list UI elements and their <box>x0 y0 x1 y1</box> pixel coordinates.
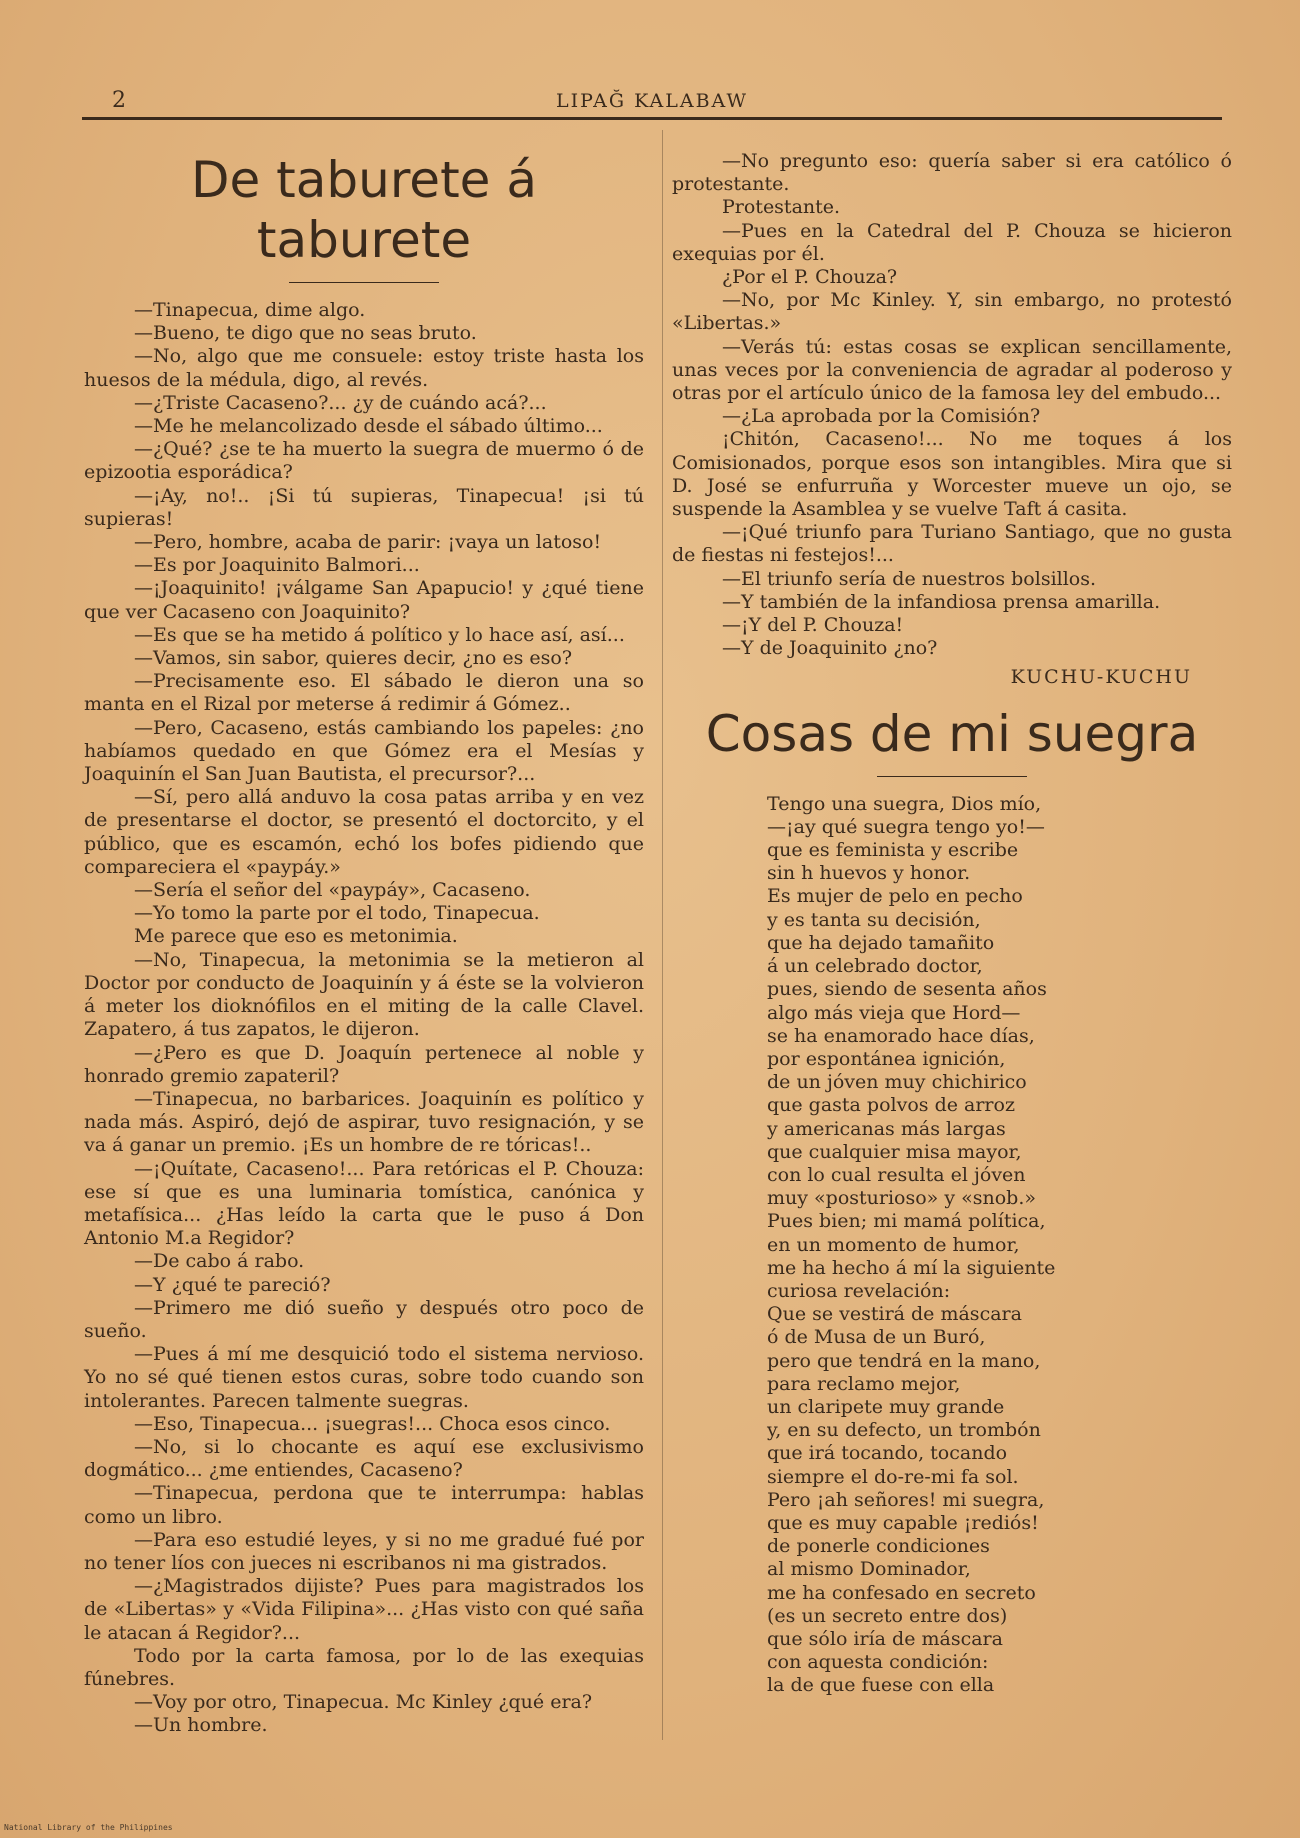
poem-line: muy «posturioso» y «snob.» <box>767 1187 1036 1210</box>
paragraph: —Yo tomo la parte por el todo, Tinapecua. <box>134 902 540 925</box>
page-header <box>82 88 1222 118</box>
poem-line: que es muy capable ¡rediós! <box>767 1511 1039 1534</box>
library-footer: National Library of the Philippines <box>4 1823 173 1832</box>
poem-line: que sólo iría de máscara <box>767 1627 1003 1650</box>
paragraph: —No pregunto eso: quería saber si era católico ó protestante. <box>672 150 1232 196</box>
poem-line: con lo cual resulta el jóven <box>767 1163 1026 1186</box>
poem-line: y es tanta su decisión, <box>767 908 981 931</box>
paragraph: ¿Por el P. Chouza? <box>722 266 898 289</box>
column-separator <box>662 130 663 1740</box>
poem-line: Es mujer de pelo en pecho <box>767 885 1023 908</box>
paragraph: —Sí, pero allá anduvo la cosa patas arriba y en vez de presentarse el doctor, se presentó el doctorcito, y el público, que es escamón, echó los bofes pidiendo que compareciera el «paypáy.» <box>84 786 644 878</box>
paragraph: —¡Quítate, Cacaseno!... Para retóricas el P. Chouza: ese sí que es una luminaria tomística, canónica y metafísica... ¿Has leído la carta que le puso á Don Antonio M.a Regidor? <box>84 1157 644 1250</box>
poem-line: —¡ay qué suegra tengo yo!— <box>767 815 1045 838</box>
paragraph: —Me he melancolizado desde el sábado último... <box>134 415 603 438</box>
poem-line: Pues bien; mi mamá política, <box>767 1210 1046 1233</box>
header-rule <box>82 117 1222 120</box>
paragraph: —Tinapecua, no barbarices. Joaquinín es político y nada más. Aspiró, dejó de aspirar, tuvo resignación, y se va á ganar un premio. ¡Es un hombre de re tóricas!.. <box>84 1087 644 1157</box>
paragraph: —Pues á mí me desquició todo el sistema nervioso. Yo no sé qué tienen estos curas, sobre todo cuando son intolerantes. Parecen talmente suegras. <box>84 1343 644 1412</box>
paragraph: —El triunfo sería de nuestros bolsillos. <box>722 567 1097 590</box>
poem-line: ó de Musa de un Buró, <box>767 1326 986 1349</box>
paragraph: —Un hombre. <box>134 1714 268 1737</box>
poem-line: la de que fuese con ella <box>767 1674 995 1697</box>
poem-line: al mismo Dominador, <box>767 1558 971 1581</box>
poem-line: Que se vestirá de máscara <box>767 1303 1022 1326</box>
paragraph: —¡Y del P. Chouza! <box>722 614 904 637</box>
paragraph: —Pero, Cacaseno, estás cambiando los papeles: ¿no habíamos quedado en que Gómez era el Mesías y Joaquinín el San Juan Bautista, el precursor?... <box>84 716 644 786</box>
article-title-taburete: De taburete á taburete <box>191 151 537 269</box>
poem <box>672 793 1232 1698</box>
paragraph: —¿Qué? ¿se te ha muerto la suegra de muermo ó de epizootia esporádica? <box>84 438 644 484</box>
poem-line: sin h huevos y honor. <box>767 862 971 885</box>
paragraph: —Y también de la infandiosa prensa amarilla. <box>722 590 1161 613</box>
poem-line: que gasta polvos de arroz <box>767 1094 1015 1117</box>
paragraph: Todo por la carta famosa, por lo de las exequias fúnebres. <box>84 1644 644 1690</box>
paragraph: —Y de Joaquinito ¿no? <box>722 637 938 660</box>
poem-line: que es feminista y escribe <box>767 839 1019 862</box>
paragraph: —¡Qué triunfo para Turiano Santiago, que no gusta de fiestas ni festejos!... <box>672 521 1232 567</box>
paragraph: —¿Pero es que D. Joaquín pertenece al noble y honrado gremio zapateril? <box>84 1041 644 1087</box>
paragraph: —¡Ay, no!.. ¡Si tú supieras, Tinapecua! ¡si tú supieras! <box>84 484 644 530</box>
poem-line: de ponerle condiciones <box>767 1535 990 1558</box>
paragraph: —No, por Mc Kinley. Y, sin embargo, no protestó «Libertas.» <box>672 289 1232 335</box>
paragraph: —Vamos, sin sabor, quieres decir, ¿no es eso? <box>134 647 573 670</box>
paragraph: —¡Joaquinito! ¡válgame San Apapucio! y ¿qué tiene que ver Cacaseno con Joaquinito? <box>84 577 644 623</box>
journal-name: LIPAĞ KALABAW <box>555 90 749 112</box>
poem-line: Tengo una suegra, Dios mío, <box>767 792 1042 815</box>
paragraph: —No, si lo chocante es aquí ese exclusivismo dogmático... ¿me entiendes, Cacaseno? <box>84 1435 644 1482</box>
poem-line: á un celebrado doctor, <box>767 955 983 978</box>
title-rule <box>289 282 439 283</box>
poem-line: me ha hecho á mí la siguiente <box>767 1256 1056 1279</box>
left-text <box>84 299 644 1738</box>
signature: KUCHU-KUCHU <box>1010 666 1192 689</box>
poem-line: curiosa revelación: <box>767 1279 951 1302</box>
paragraph: —Verás tú: estas cosas se explican sencillamente, unas veces por la conveniencia de agradar al poderoso y otras por el artículo único de la famosa ley del embudo... <box>672 335 1232 405</box>
paragraph: —No, Tinapecua, la metonimia se la metieron al Doctor por conducto de Joaquinín y á éste se la volvieron á meter los dioknófilos en el miting de la calle Clavel. Zapatero, á tus zapatos, le dijeron. <box>84 948 644 1041</box>
poem-line: que ha dejado tamañito <box>767 931 995 954</box>
paragraph: —No, algo que me consuele: estoy triste hasta los huesos de la médula, digo, al revés. <box>84 345 644 391</box>
poem-line: y americanas más largas <box>767 1117 1006 1140</box>
poem-line: siempre el do-re-mi fa sol. <box>767 1465 1019 1488</box>
paragraph: —Voy por otro, Tinapecua. Mc Kinley ¿qué era? <box>134 1691 593 1714</box>
poem-line: (es un secreto entre dos) <box>767 1604 1008 1627</box>
paragraph: —Bueno, te digo que no seas bruto. <box>134 322 477 345</box>
paragraph: —Primero me dió sueño y después otro poco de sueño. <box>84 1296 644 1342</box>
poem-line: para reclamo mejor, <box>767 1372 961 1395</box>
paragraph: —Para eso estudié leyes, y si no me gradué fué por no tener líos con jueces ni escribanos ni ma gistrados. <box>84 1528 644 1574</box>
poem-line: que irá tocando, tocando <box>767 1442 1008 1465</box>
poem-line: en un momento de humor, <box>767 1233 1020 1256</box>
paragraph: —Pues en la Catedral del P. Chouza se hicieron exequias por él. <box>672 219 1232 265</box>
paragraph: —Es que se ha metido á político y lo hace así, así... <box>134 623 625 646</box>
paragraph: —De cabo á rabo. <box>134 1250 305 1273</box>
poem-line: por espontánea ignición, <box>767 1047 1006 1070</box>
paragraph: —Pero, hombre, acaba de parir: ¡vaya un latoso! <box>134 531 602 554</box>
poem-line: se ha enamorado hace días, <box>767 1024 1035 1047</box>
poem-line: de un jóven muy chichirico <box>767 1071 1027 1094</box>
paragraph: Me parece que eso es metonimia. <box>134 925 458 948</box>
poem-line: un claripete muy grande <box>767 1395 1005 1418</box>
paragraph: ¡Chitón, Cacaseno!... No me toques á los Comisionados, porque esos son intangibles. Mira que si D. José se enfurruña y Worcester mueve un ojo, se suspende la Asamblea y se vuelve Taft á casita. <box>672 428 1232 521</box>
page-number: 2 <box>112 88 126 113</box>
paragraph: —¿Magistrados dijiste? Pues para magistrados los de «Libertas» y «Vida Filipina»... ¿Has visto con qué saña le atacan á Regidor?... <box>84 1575 644 1644</box>
article-title-suegra: Cosas de mi suegra <box>705 704 1199 763</box>
poem-line: Pero ¡ah señores! mi suegra, <box>767 1488 1045 1511</box>
poem-line: pero que tendrá en la mano, <box>767 1349 1041 1372</box>
paragraph: —Eso, Tinapecua... ¡suegras!... Choca esos cinco. <box>134 1412 611 1435</box>
paragraph: —Tinapecua, perdona que te interrumpa: hablas como un libro. <box>84 1482 644 1528</box>
paragraph: —Precisamente eso. El sábado le dieron una so manta en el Rizal por meterse á redimir á Gómez.. <box>84 670 644 716</box>
poem-line: con aquesta condición: <box>767 1651 989 1674</box>
left-column <box>84 150 644 1738</box>
paragraph: —¿La aprobada por la Comisión? <box>722 405 1041 428</box>
poem-line: me ha confesado en secreto <box>767 1581 1036 1604</box>
paragraph: —Es por Joaquinito Balmori... <box>134 554 420 577</box>
paragraph: —Tinapecua, dime algo. <box>134 299 366 321</box>
poem-line: pues, siendo de sesenta años <box>767 978 1047 1001</box>
paragraph: —Sería el señor del «paypáy», Cacaseno. <box>134 879 531 902</box>
paragraph: Protestante. <box>722 196 841 219</box>
title-rule <box>877 776 1027 777</box>
paragraph: —¿Triste Cacaseno?... ¿y de cuándo acá?... <box>134 391 547 414</box>
poem-line: y, en su defecto, un trombón <box>767 1419 1041 1442</box>
right-column <box>672 150 1232 1698</box>
poem-line: que cualquier misa mayor, <box>767 1140 1022 1163</box>
paragraph: —Y ¿qué te pareció? <box>134 1273 331 1296</box>
poem-line: algo más vieja que Hord— <box>767 1001 1021 1024</box>
right-text <box>672 150 1232 660</box>
